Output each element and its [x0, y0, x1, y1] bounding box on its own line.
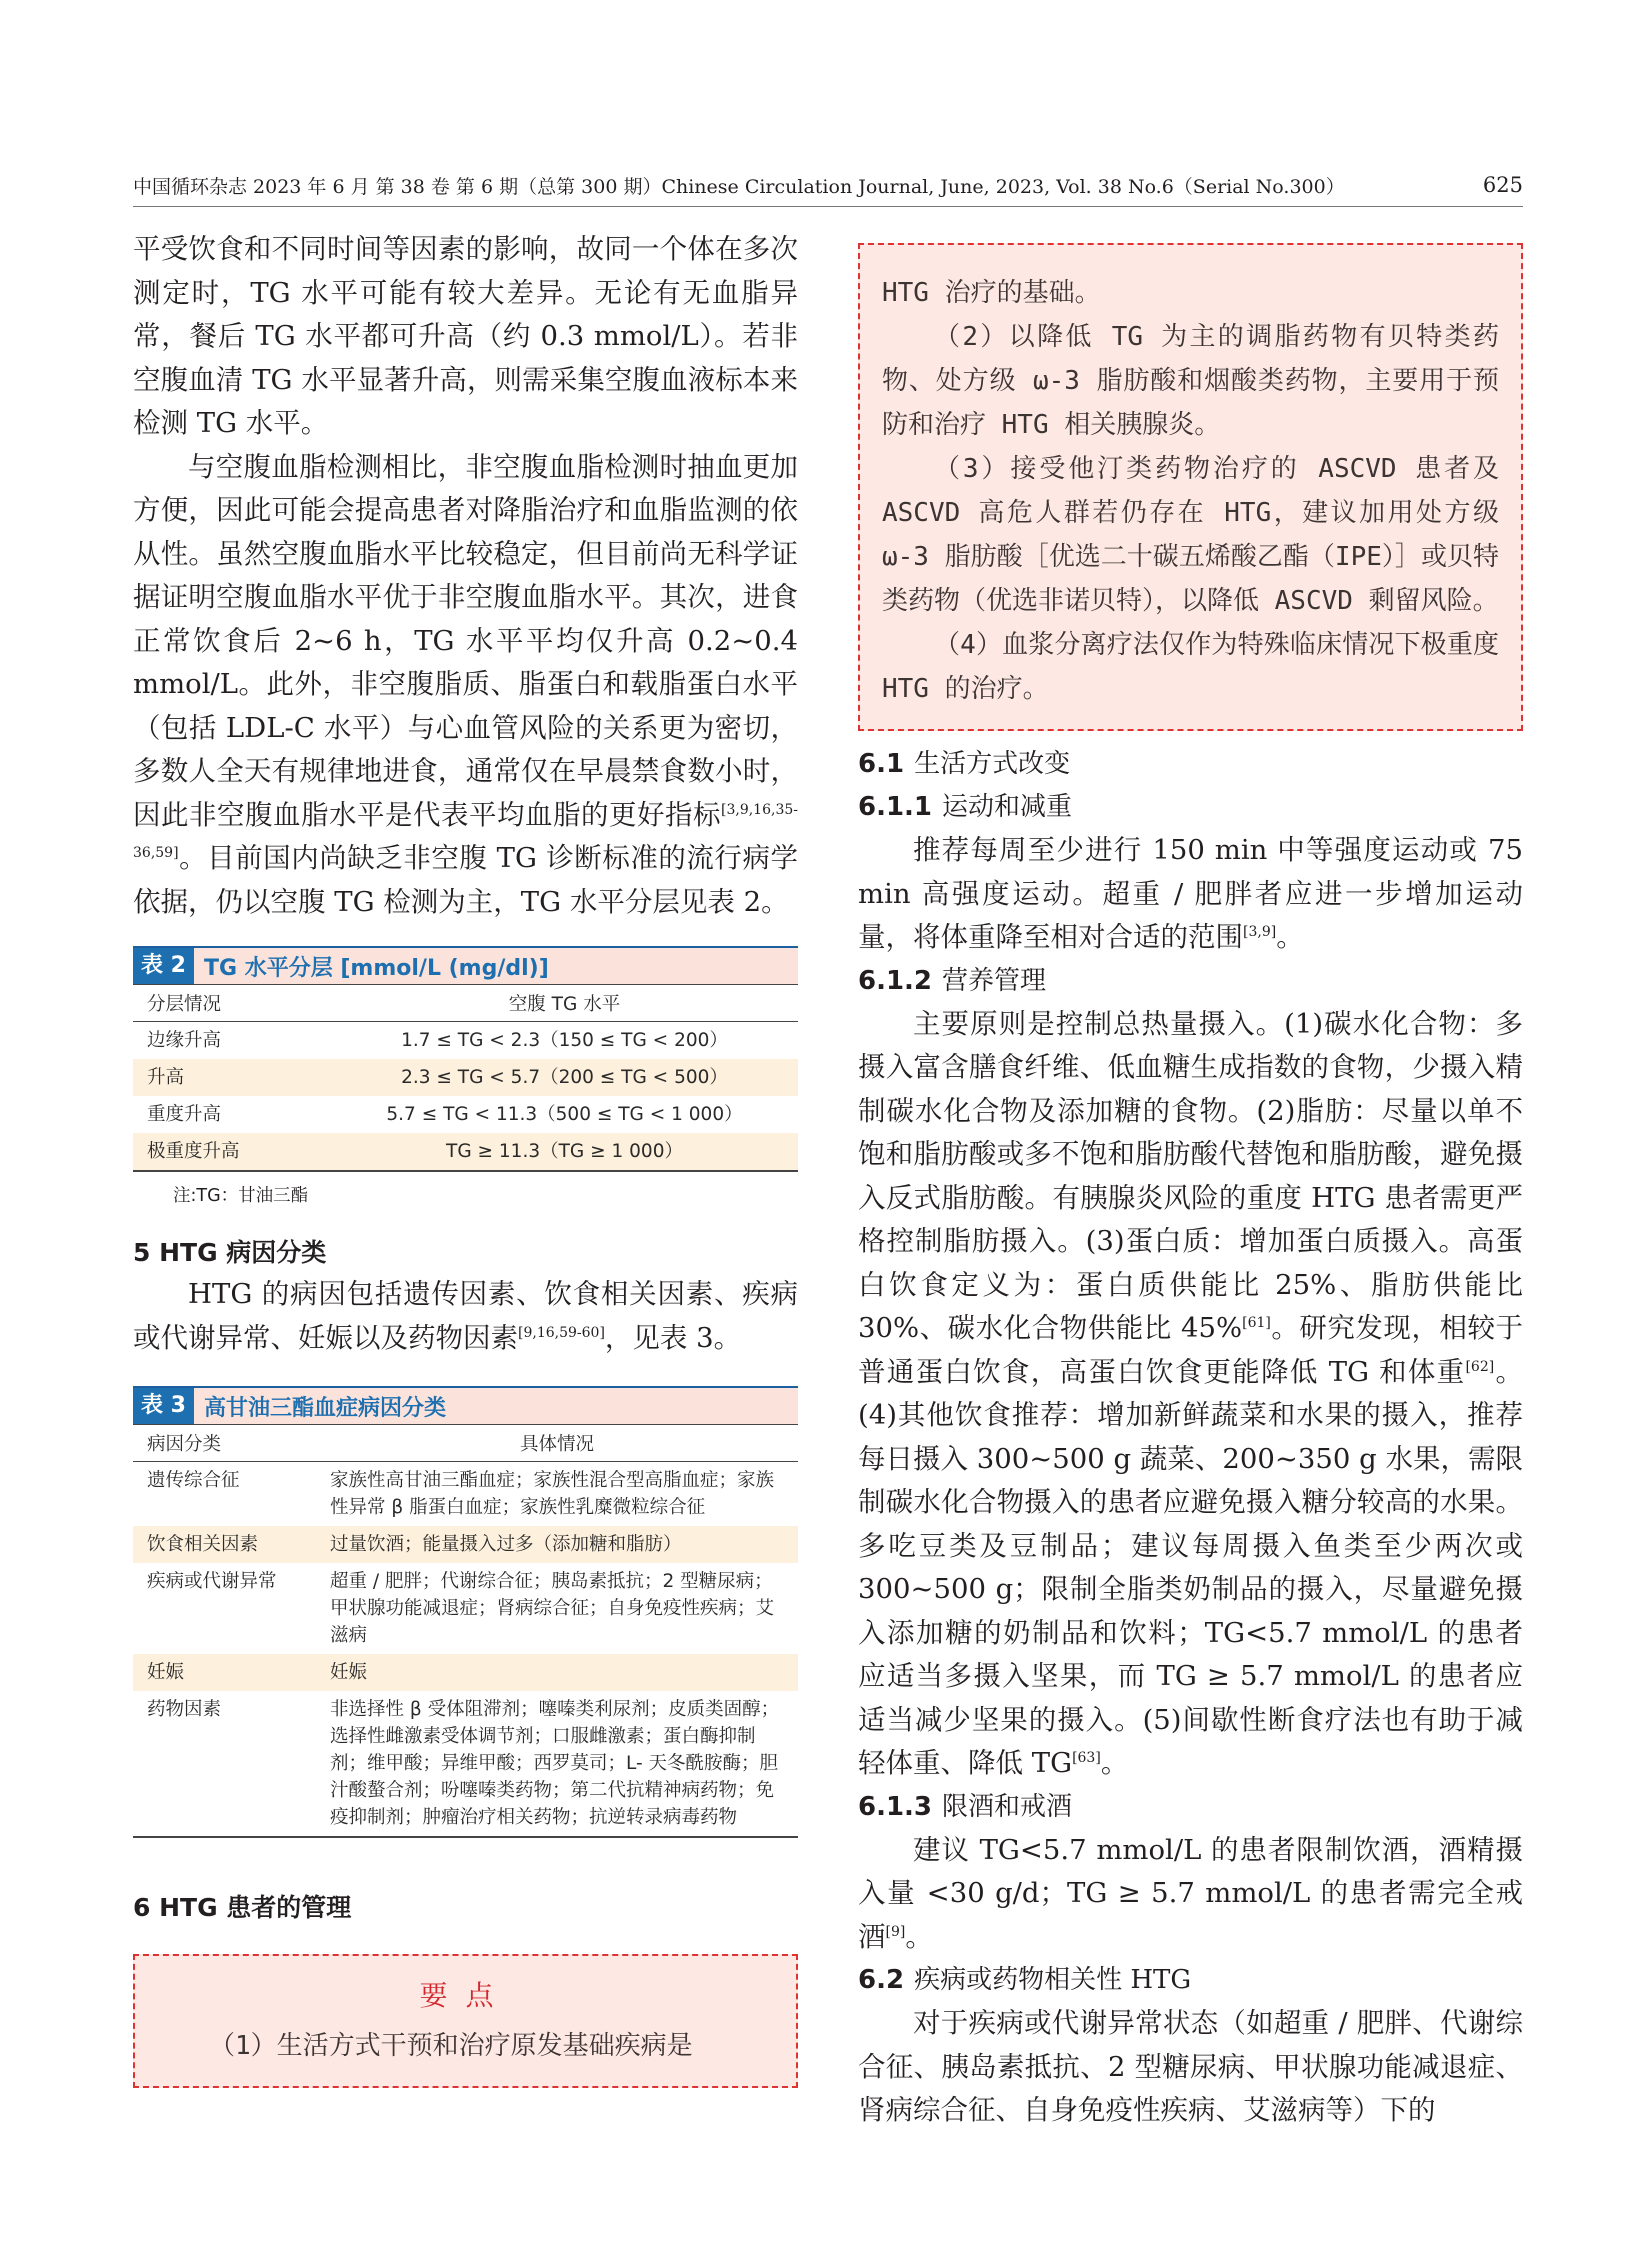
left-column: [133, 228, 798, 2088]
running-title: 中国循环杂志 2023 年 6 月 第 38 卷 第 6 期（总第 300 期）Chinese Circulation Journal, June, 2023, Vol. 38 No.6（Serial No.300）: [133, 175, 1345, 198]
cell: 疾病或代谢异常: [147, 1571, 277, 1592]
text: HTG 的病因包括遗传因素、饮食相关因素、疾病或代谢异常、妊娠以及药物因素: [133, 1278, 798, 1354]
citation: [3,9,16,35-36,59]: [133, 801, 798, 861]
cell: 边缘升高: [147, 1030, 222, 1051]
table: [133, 1424, 798, 1838]
key-point: （4）血浆分离疗法仅作为特殊临床情况下极重度 HTG 的治疗。: [882, 630, 1499, 704]
citation: [9,16,59-60]: [518, 1324, 605, 1341]
cell: 重度升高: [147, 1104, 222, 1125]
text: 。目前国内尚缺乏非空腹 TG 诊断标准的流行病学依据，仍以空腹 TG 检测为主，TG 水平分层见表 2。: [133, 842, 798, 918]
paragraph: 对于疾病或代谢异常状态（如超重 / 肥胖、代谢综合征、胰岛素抵抗、2 型糖尿病、甲状腺功能减退症、肾病综合征、自身免疫性疾病、艾滋病等）下的: [858, 2007, 1523, 2126]
cell: 家族性高甘油三酯血症；家族性混合型高脂血症；家族性异常 β 脂蛋白血症；家族性乳糜微粒综合征: [330, 1470, 775, 1518]
table-row: [133, 1654, 798, 1691]
citation: [62]: [1465, 1358, 1495, 1375]
section-title: 生活方式改变: [914, 749, 1071, 779]
table: [133, 984, 798, 1172]
cell: 极重度升高: [133, 1133, 331, 1171]
section-title: 营养管理: [942, 965, 1047, 996]
column-header: 具体情况: [316, 1425, 798, 1462]
cell: 非选择性 β 受体阻滞剂；噻嗪类利尿剂；皮质类固醇；选择性雌激素受体调节剂；口服雌激素；蛋白酶抑制剂；维甲酸；异维甲酸；西罗莫司；L- 天冬酰胺酶；胆汁酸螯合剂；吩噻嗪类药物；第二代抗精神病药物；免疫抑制剂；肿瘤治疗相关药物；抗逆转录病毒药物: [316, 1691, 798, 1837]
paragraph: [858, 1829, 1523, 1960]
paragraph: [858, 1003, 1523, 1786]
section-title: 限酒和戒酒: [942, 1791, 1073, 1822]
table-title: TG 水平分层 [mmol/L (mg/dl)]: [203, 955, 549, 981]
key-points-box: [133, 1954, 798, 2088]
section-title: 运动和减重: [942, 792, 1073, 822]
key-point: （2）以降低 TG 为主的调脂药物有贝特类药物、处方级 ω-3 脂肪酸和烟酸类药物，主要用于预防和治疗 HTG 相关胰腺炎。: [882, 322, 1499, 440]
table-note: 注:TG：甘油三酯: [173, 1186, 309, 1206]
text: 建议 TG<5.7 mmol/L 的患者限制饮酒，酒精摄入量 <30 g/d；TG ≥ 5.7 mmol/L 的患者需完全戒酒: [858, 1833, 1523, 1953]
text: 推荐每周至少进行 150 min 中等强度运动或 75 min 高强度运动。超重 / 肥胖者应进一步增加运动量，将体重降至相对合适的范围: [858, 834, 1523, 953]
key-points-box-continued: [858, 243, 1523, 731]
text: 与空腹血脂检测相比，非空腹血脂检测时抽血更加方便，因此可能会提高患者对降脂治疗和血脂监测的依从性。虽然空腹血脂水平比较稳定，但目前尚无科学证据证明空腹血脂水平优于非空腹血脂水平。其次，进食正常饮食后 2~6 h，TG 水平平均仅升高 0.2~0.4 mmol/L。此外，非空腹脂质、脂蛋白和载脂蛋白水平（包括 LDL-C 水平）与心血管风险的关系更为密切，多数人全天有规律地进食，通常仅在早晨禁食数小时，因此非空腹血脂水平是代表平均血脂的更好指标: [133, 450, 798, 831]
table-row: [133, 1096, 798, 1133]
text: 。: [905, 1920, 933, 1953]
section-number: 6.1: [858, 749, 905, 779]
table-row: [133, 1022, 798, 1060]
text: 主要原则是控制总热量摄入。(1)碳水化合物：多摄入富含膳食纤维、低血糖生成指数的食物，少摄入精制碳水化合物及添加糖的食物。(2)脂肪：尽量以单不饱和脂肪酸或多不饱和脂肪酸代替饱和脂肪酸，避免摄入反式脂肪酸。有胰腺炎风险的重度 HTG 患者需更严格控制脂肪摄入。(3)蛋白质：增加蛋白质摄入。高蛋白饮食定义为：蛋白质供能比 25%、脂肪供能比 30%、碳水化合物供能比 45%: [858, 1007, 1523, 1344]
table-row: [133, 1133, 798, 1171]
cell: 升高: [133, 1059, 331, 1096]
paragraph: [858, 829, 1523, 960]
section-number: 6.1.2: [858, 965, 933, 996]
text: 。: [1100, 1747, 1129, 1779]
subsection-heading: [858, 1786, 1523, 1829]
subsection-heading: [858, 743, 1523, 786]
section-title: 疾病或药物相关性 HTG: [914, 1965, 1192, 1995]
table-title: 高甘油三酯血症病因分类: [203, 1395, 446, 1421]
key-points-title: 要点: [419, 1979, 512, 2012]
page-number: 625: [1482, 173, 1523, 197]
section-number: 6.1.1: [858, 792, 933, 822]
column-header: 空腹 TG 水平: [331, 985, 798, 1022]
text: 。(4)其他饮食推荐：增加新鲜蔬菜和水果的摄入，推荐每日摄入 300~500 g 蔬菜、200~350 g 水果，需限制碳水化合物摄入的患者应避免摄入糖分较高的水果。多吃豆类及豆制品；建议每周摄入鱼类至少两次或 300~500 g；限制全脂类奶制品的摄入，尽量避免摄入添加糖的奶制品和饮料；TG<5.7 mmol/L 的患者应适当多摄入坚果，而 TG ≥ 5.7 mmol/L 的患者应适当减少坚果的摄入。(5)间歇性断食疗法也有助于减轻体重、降低 TG: [858, 1355, 1523, 1779]
table-label: 表 3: [133, 1388, 194, 1424]
table-row: [133, 1691, 798, 1837]
table-2: [133, 946, 798, 1207]
paragraph: [133, 446, 798, 925]
section-number: 6.2: [858, 1965, 905, 1995]
cell: 5.7 ≤ TG < 11.3（500 ≤ TG < 1 000）: [386, 1104, 743, 1125]
table-caption: [133, 946, 798, 984]
cell: 妊娠: [133, 1654, 316, 1691]
key-point: HTG 治疗的基础。: [882, 278, 1101, 308]
running-header: [133, 170, 1523, 207]
table-row: [133, 1563, 798, 1654]
cell: 饮食相关因素: [133, 1526, 316, 1563]
cell: 过量饮酒；能量摄入过多（添加糖和脂肪）: [316, 1526, 798, 1563]
cell: 1.7 ≤ TG < 2.3（150 ≤ TG < 200）: [401, 1030, 728, 1051]
paragraph: [133, 1273, 798, 1360]
table-label: 表 2: [133, 948, 194, 984]
column-header: 分层情况: [133, 985, 331, 1022]
citation: [3,9]: [1243, 923, 1277, 940]
subsection-heading: [858, 960, 1523, 1003]
subsection-heading: [858, 786, 1523, 829]
paragraph: 平受饮食和不同时间等因素的影响，故同一个体在多次测定时，TG 水平可能有较大差异。无论有无血脂异常，餐后 TG 水平都可升高（约 0.3 mmol/L）。若非空腹血清 TG 水平显著升高，则需采集空腹血液标本来检测 TG 水平。: [133, 233, 798, 439]
table-row: [133, 1526, 798, 1563]
cell: 超重 / 肥胖；代谢综合征；胰岛素抵抗；2 型糖尿病；甲状腺功能减退症；肾病综合征；自身免疫性疾病；艾滋病: [330, 1571, 775, 1646]
text: ，见表 3。: [604, 1321, 742, 1354]
cell: 药物因素: [133, 1691, 316, 1837]
section-heading: 5 HTG 病因分类: [133, 1238, 327, 1267]
cell: 遗传综合征: [147, 1470, 240, 1491]
text: 。: [1276, 921, 1304, 953]
citation: [63]: [1072, 1749, 1101, 1766]
citation: [9]: [885, 1923, 906, 1940]
cell: 妊娠: [316, 1654, 798, 1691]
table-3: [133, 1386, 798, 1838]
section-heading: 6 HTG 患者的管理: [133, 1893, 352, 1922]
table-caption: [133, 1386, 798, 1424]
right-column: [858, 243, 1523, 2133]
column-header: 病因分类: [133, 1425, 316, 1462]
cell: TG ≥ 11.3（TG ≥ 1 000）: [331, 1133, 798, 1171]
section-number: 6.1.3: [858, 1791, 933, 1822]
table-row: [133, 1059, 798, 1096]
key-point: （3）接受他汀类药物治疗的 ASCVD 患者及 ASCVD 高危人群若仍存在 HTG，建议加用处方级 ω-3 脂肪酸［优选二十碳五烯酸乙酯（IPE）］或贝特类药物（优选非诺贝特），以降低 ASCVD 剩留风险。: [882, 454, 1499, 616]
text: 。研究发现，相较于普通蛋白饮食，高蛋白饮食更能降低 TG 和体重: [858, 1312, 1523, 1388]
cell: 2.3 ≤ TG < 5.7（200 ≤ TG < 500）: [331, 1059, 798, 1096]
key-point: （1）生活方式干预和治疗原发基础疾病是: [209, 2031, 693, 2061]
citation: [61]: [1242, 1314, 1271, 1331]
subsection-heading: [858, 1959, 1523, 2002]
table-row: [133, 1462, 798, 1527]
